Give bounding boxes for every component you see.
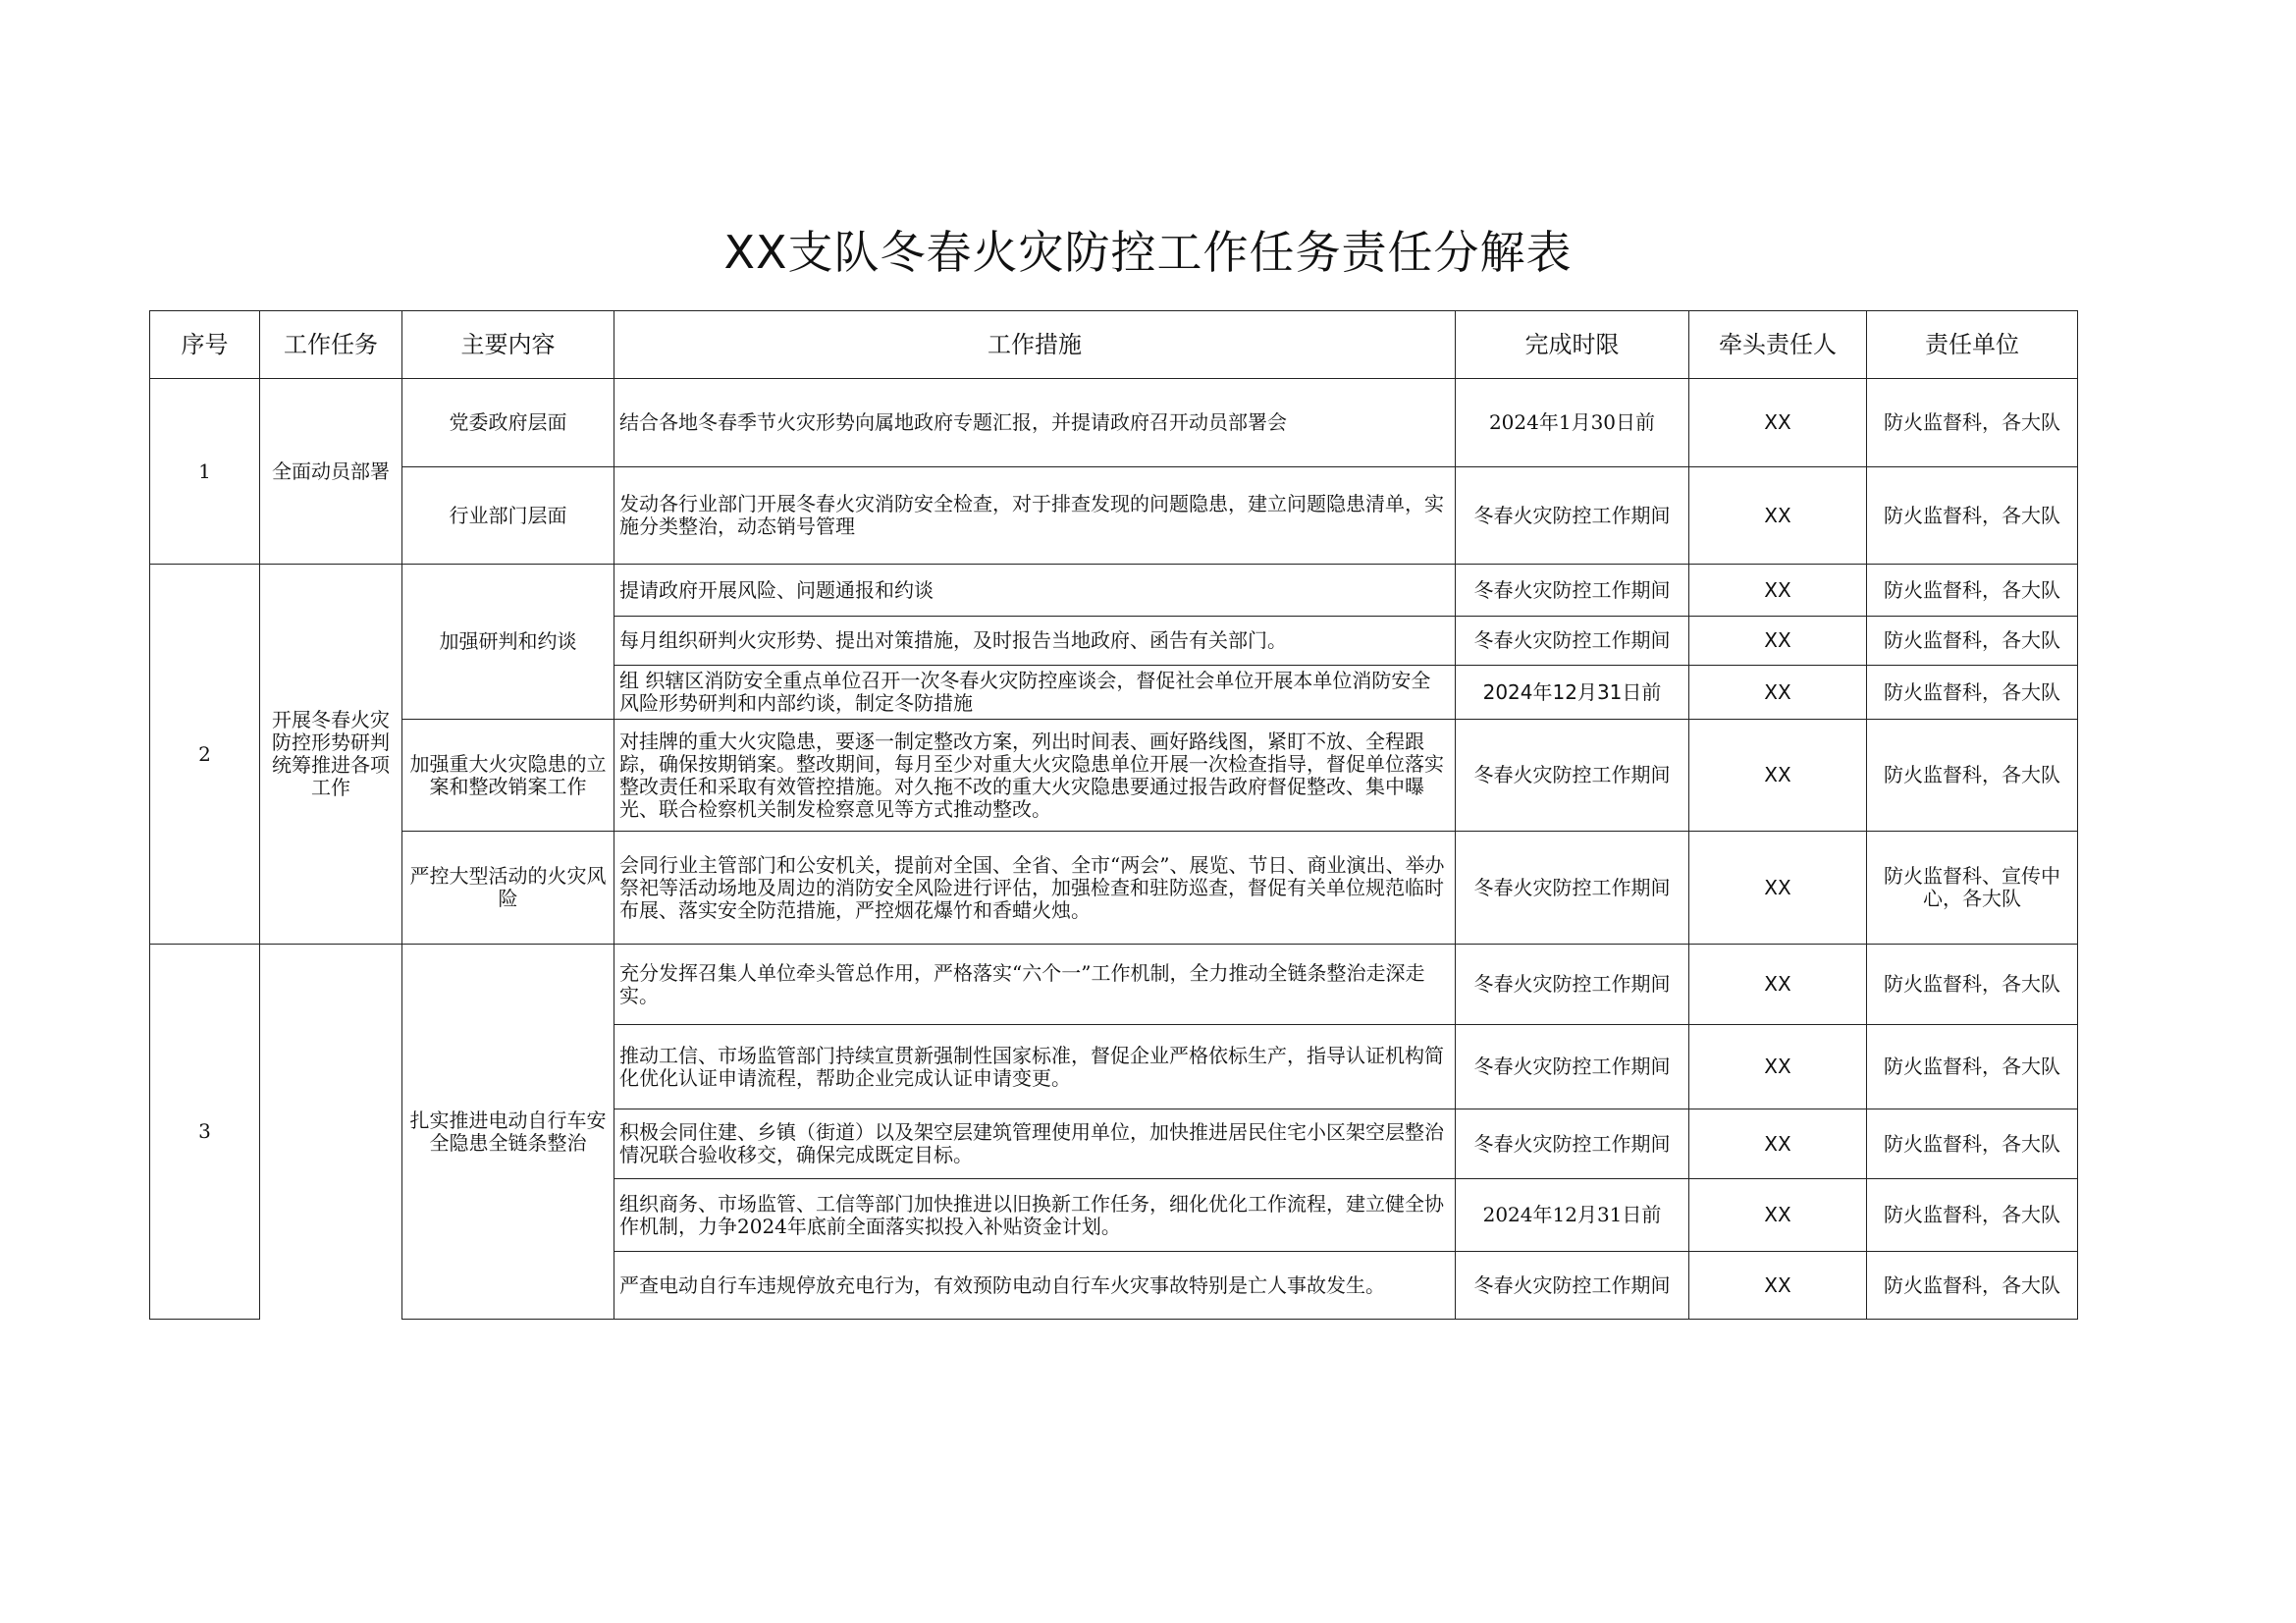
header-deadline: 完成时限 [1456,311,1689,379]
responsibility-table [149,310,2078,1320]
table-header-row [150,311,2078,379]
row-measure: 每月组织研判火灾形势、提出对策措施，及时报告当地政府、函告有关部门。 [614,617,1456,666]
row-leader: XX [1689,1252,1867,1320]
row-measure: 发动各行业部门开展冬春火灾消防安全检查，对于排查发现的问题隐患，建立问题隐患清单，实施分类整治，动态销号管理 [614,467,1456,565]
row-leader: XX [1689,379,1867,467]
row-unit: 防火监督科，各大队 [1867,720,2078,832]
header-measure: 工作措施 [614,311,1456,379]
header-unit: 责任单位 [1867,311,2078,379]
row-content: 扎实推进电动自行车安全隐患全链条整治 [402,945,614,1320]
row-measure: 严查电动自行车违规停放充电行为，有效预防电动自行车火灾事故特别是亡人事故发生。 [614,1252,1456,1320]
row-deadline: 冬春火灾防控工作期间 [1456,1109,1689,1179]
header-task: 工作任务 [260,311,402,379]
row-task: 全面动员部署 [260,379,402,565]
row-deadline: 冬春火灾防控工作期间 [1456,720,1689,832]
header-content: 主要内容 [402,311,614,379]
row-deadline: 冬春火灾防控工作期间 [1456,617,1689,666]
table-row [150,720,2078,832]
row-measure: 充分发挥召集人单位牵头管总作用，严格落实“六个一”工作机制，全力推动全链条整治走深走实。 [614,945,1456,1025]
row-measure: 提请政府开展风险、问题通报和约谈 [614,565,1456,617]
row-leader: XX [1689,666,1867,720]
row-deadline: 冬春火灾防控工作期间 [1456,945,1689,1025]
row-deadline: 冬春火灾防控工作期间 [1456,832,1689,945]
row-measure: 对挂牌的重大火灾隐患，要逐一制定整改方案，列出时间表、画好路线图，紧盯不放、全程跟踪，确保按期销案。整改期间，每月至少对重大火灾隐患单位开展一次检查指导，督促单位落实整改责任和采取有效管控措施。对久拖不改的重大火灾隐患要通过报告政府督促整改、集中曝光、联合检察机关制发检察意见等方式推动整改。 [614,720,1456,832]
row-measure: 组织商务、市场监管、工信等部门加快推进以旧换新工作任务，细化优化工作流程，建立健全协作机制，力争2024年底前全面落实拟投入补贴资金计划。 [614,1179,1456,1252]
row-content: 严控大型活动的火灾风险 [402,832,614,945]
row-unit: 防火监督科，各大队 [1867,617,2078,666]
table-row [150,565,2078,617]
row-unit: 防火监督科，各大队 [1867,1252,2078,1320]
row-leader: XX [1689,565,1867,617]
table-row [150,945,2078,1025]
row-unit: 防火监督科，各大队 [1867,467,2078,565]
row-unit: 防火监督科，各大队 [1867,666,2078,720]
row-leader: XX [1689,945,1867,1025]
row-unit: 防火监督科，各大队 [1867,1025,2078,1109]
row-measure: 结合各地冬春季节火灾形势向属地政府专题汇报，并提请政府召开动员部署会 [614,379,1456,467]
row-content: 加强研判和约谈 [402,565,614,720]
row-no: 3 [150,945,260,1320]
row-leader: XX [1689,1179,1867,1252]
row-task: 开展冬春火灾防控形势研判统筹推进各项工作 [260,565,402,945]
row-leader: XX [1689,832,1867,945]
row-deadline: 2024年12月31日前 [1456,1179,1689,1252]
row-unit: 防火监督科，各大队 [1867,379,2078,467]
row-unit: 防火监督科，各大队 [1867,1179,2078,1252]
table-row [150,379,2078,467]
row-measure: 推动工信、市场监管部门持续宣贯新强制性国家标准，督促企业严格依标生产，指导认证机构简化优化认证申请流程，帮助企业完成认证申请变更。 [614,1025,1456,1109]
row-content: 行业部门层面 [402,467,614,565]
row-content: 党委政府层面 [402,379,614,467]
header-no: 序号 [150,311,260,379]
row-deadline: 冬春火灾防控工作期间 [1456,1025,1689,1109]
row-leader: XX [1689,1109,1867,1179]
header-leader: 牵头责任人 [1689,311,1867,379]
table-row [150,467,2078,565]
row-deadline: 2024年1月30日前 [1456,379,1689,467]
row-task [260,945,402,1320]
row-measure: 会同行业主管部门和公安机关，提前对全国、全省、全市“两会”、展览、节日、商业演出、举办祭祀等活动场地及周边的消防安全风险进行评估，加强检查和驻防巡查，督促有关单位规范临时布展、落实安全防范措施，严控烟花爆竹和香蜡火烛。 [614,832,1456,945]
row-deadline: 冬春火灾防控工作期间 [1456,565,1689,617]
row-deadline: 冬春火灾防控工作期间 [1456,467,1689,565]
row-unit: 防火监督科，各大队 [1867,945,2078,1025]
row-leader: XX [1689,617,1867,666]
row-measure: 组 织辖区消防安全重点单位召开一次冬春火灾防控座谈会，督促社会单位开展本单位消防安全风险形势研判和内部约谈，制定冬防措施 [614,666,1456,720]
row-no: 1 [150,379,260,565]
row-deadline: 2024年12月31日前 [1456,666,1689,720]
row-no: 2 [150,565,260,945]
table-row [150,832,2078,945]
row-content: 加强重大火灾隐患的立案和整改销案工作 [402,720,614,832]
page-title: XX支队冬春火灾防控工作任务责任分解表 [723,226,1573,279]
row-leader: XX [1689,467,1867,565]
row-unit: 防火监督科，各大队 [1867,565,2078,617]
row-deadline: 冬春火灾防控工作期间 [1456,1252,1689,1320]
row-leader: XX [1689,720,1867,832]
row-measure: 积极会同住建、乡镇（街道）以及架空层建筑管理使用单位，加快推进居民住宅小区架空层整治情况联合验收移交，确保完成既定目标。 [614,1109,1456,1179]
row-leader: XX [1689,1025,1867,1109]
row-unit: 防火监督科、宣传中心，各大队 [1867,832,2078,945]
row-unit: 防火监督科，各大队 [1867,1109,2078,1179]
